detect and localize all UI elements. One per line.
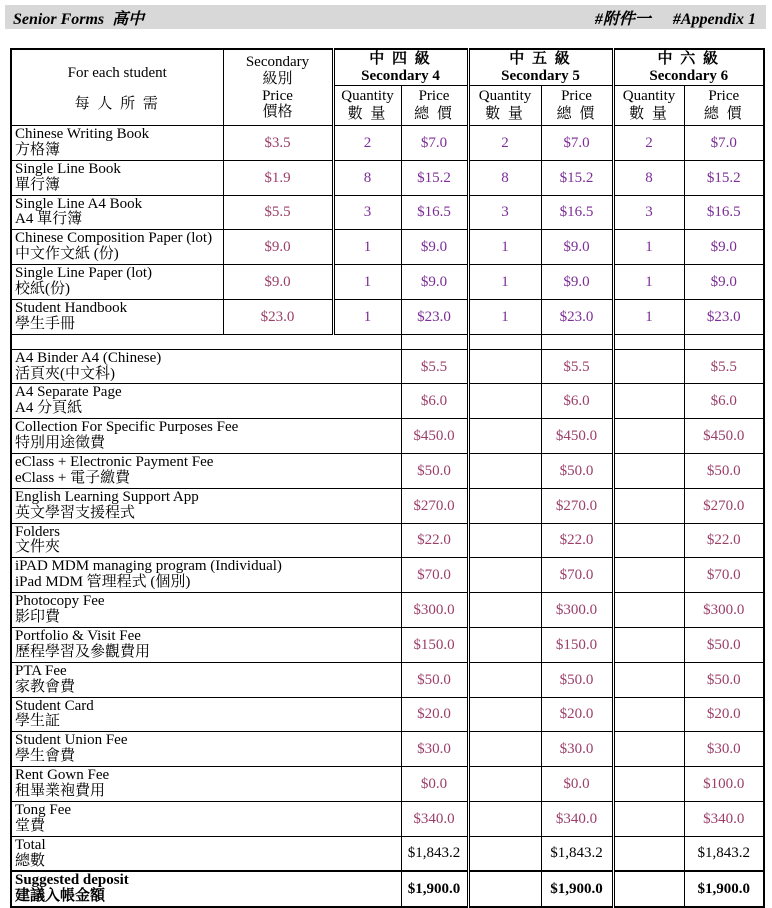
grade-header-secondary-6 [613,49,764,86]
item-name-cell [11,160,223,195]
item-name-cell [11,454,401,489]
s6-quantity-cell: 3 [613,195,684,230]
table-row [11,662,764,697]
s6-price-cell: $15.2 [684,160,764,195]
appendix-tag-en: #Appendix 1 [672,10,756,28]
item-name-zh: 活頁夾(中文科) [15,365,115,382]
unit-price-cell: $23.0 [223,299,333,334]
s5-quantity-cell [468,384,541,419]
grade-header-zh: 中 四 級 [369,51,432,67]
s5-quantity-cell: 1 [468,230,541,265]
item-name-zh: A4 分頁紙 [15,400,83,417]
item-name-zh: 歷程學習及參觀費用 [15,643,151,660]
item-name-en: Folders [15,523,60,540]
s6-price-cell: $30.0 [684,732,764,767]
s5-quantity-cell [468,349,541,384]
s6-quantity-cell [613,836,684,871]
item-column-header-zh: 每 人 所 需 [74,95,160,112]
s5-price-cell: $270.0 [541,488,613,523]
s6-price-cell: $7.0 [684,126,764,161]
item-name-cell [11,593,401,628]
spacer-cell [541,334,613,349]
secondary-header-line: Price [262,87,293,104]
s6-quantity-cell [613,454,684,489]
item-name-en: A4 Separate Page [15,384,122,401]
item-name-zh: 家教會費 [15,678,76,695]
secondary-header-line: 價格 [262,104,293,121]
item-name-zh: 學生手冊 [15,315,76,332]
item-name-zh: 學生証 [15,713,61,730]
s5-price-cell: $23.0 [541,299,613,334]
document-page [0,5,772,905]
s6-price-cell: $300.0 [684,593,764,628]
s5-price-cell: $9.0 [541,265,613,300]
spacer-cell [11,334,401,349]
s4-price-cell: $7.0 [401,126,468,161]
s5-quantity-cell [468,871,541,907]
price-header-en: Price [561,88,592,105]
s5-quantity-cell [468,697,541,732]
item-column-header [11,49,223,126]
table-row [11,195,764,230]
grade-header-secondary-4 [333,49,468,86]
s5-price-cell: $16.5 [541,195,613,230]
item-name-zh: 中文作文紙 (份) [15,246,119,263]
s6-quantity-cell [613,349,684,384]
appendix-tag-zh: #附件一 [594,10,651,28]
item-name-cell [11,558,401,593]
s4-quantity-cell: 8 [333,160,401,195]
item-column-header-en: For each student [67,65,167,82]
s6-price-cell: $20.0 [684,697,764,732]
s5-price-cell: $0.0 [541,767,613,802]
s5-price-cell: $6.0 [541,384,613,419]
item-name-cell [11,627,401,662]
item-name-en: iPAD MDM managing program (Individual) [15,558,282,575]
item-name-cell [11,299,223,334]
s4-price-cell: $16.5 [401,195,468,230]
price-header-en: Price [708,88,740,105]
item-name-zh: 方格簿 [15,141,61,158]
table-row [11,265,764,300]
unit-price-cell: $1.9 [223,160,333,195]
s6-quantity-cell [613,558,684,593]
s6-price-cell: $23.0 [684,299,764,334]
item-name-zh: iPad MDM 管理程式 (個別) [15,574,191,591]
s4-price-cell: $1,900.0 [401,871,468,907]
item-name-en: Rent Gown Fee [15,767,110,784]
item-name-zh: 英文學習支援程式 [15,504,136,521]
item-name-zh: 總數 [15,852,46,869]
item-name-en: Single Line A4 Book [15,195,143,212]
spacer-cell [401,334,468,349]
s6-price-cell: $100.0 [684,767,764,802]
unit-price-cell: $9.0 [223,265,333,300]
quantity-header-zh: 數 量 [629,105,669,122]
s5-price-cell: $5.5 [541,349,613,384]
s5-quantity-header [468,86,541,126]
s6-price-cell: $270.0 [684,488,764,523]
item-name-zh: 校紙(份) [15,281,70,298]
s6-quantity-cell [613,419,684,454]
item-name-en: Tong Fee [15,801,72,818]
grade-header-en: Secondary 5 [501,67,580,84]
s5-quantity-cell [468,488,541,523]
spacer-cell [613,334,684,349]
s5-quantity-cell [468,662,541,697]
item-name-en: Single Line Book [15,160,121,177]
table-row [11,454,764,489]
s4-quantity-cell: 1 [333,230,401,265]
s5-price-cell: $150.0 [541,627,613,662]
item-name-en: Portfolio & Visit Fee [15,627,141,644]
item-name-en: eClass + Electronic Payment Fee [15,454,214,471]
table-header-row-top [11,49,764,86]
s4-price-cell: $150.0 [401,627,468,662]
price-header-zh: 總 價 [703,105,744,122]
price-header-en: Price [418,88,450,105]
item-name-zh: 特別用途徵費 [15,435,106,452]
s6-quantity-cell: 1 [613,265,684,300]
s4-price-cell: $6.0 [401,384,468,419]
banner-title [13,6,144,29]
s6-quantity-cell [613,488,684,523]
item-name-en: English Learning Support App [15,488,199,505]
item-name-cell [11,488,401,523]
s6-quantity-cell: 8 [613,160,684,195]
table-row [11,697,764,732]
item-name-en: Student Handbook [15,299,128,316]
s6-price-cell: $50.0 [684,662,764,697]
s5-quantity-cell [468,523,541,558]
table-row [11,126,764,161]
s5-quantity-cell: 3 [468,195,541,230]
banner-title-en: Senior Forms [13,10,105,28]
item-name-en: PTA Fee [15,662,67,679]
item-name-cell [11,349,401,384]
s5-quantity-cell: 1 [468,299,541,334]
s4-price-cell: $20.0 [401,697,468,732]
table-row [11,767,764,802]
s4-price-cell: $9.0 [401,265,468,300]
s4-price-cell: $5.5 [401,349,468,384]
s6-quantity-header [613,86,684,126]
s4-quantity-cell: 2 [333,126,401,161]
table-row [11,836,764,871]
item-name-zh: A4 單行簿 [15,211,83,228]
s5-price-header [541,86,613,126]
s6-quantity-cell [613,871,684,907]
s4-price-cell: $1,843.2 [401,836,468,871]
s5-price-cell: $50.0 [541,454,613,489]
s5-price-cell: $450.0 [541,419,613,454]
item-name-cell [11,419,401,454]
item-name-zh: 單行簿 [15,176,61,193]
item-name-en: Single Line Paper (lot) [15,265,153,282]
table-row [11,732,764,767]
s5-price-cell: $1,900.0 [541,871,613,907]
s6-price-cell: $450.0 [684,419,764,454]
s4-quantity-header [333,86,401,126]
grade-header-secondary-5 [468,49,613,86]
s5-quantity-cell [468,801,541,836]
s4-price-cell: $9.0 [401,230,468,265]
page-banner [5,5,766,29]
s5-price-cell: $340.0 [541,801,613,836]
s4-price-cell: $450.0 [401,419,468,454]
spacer-cell [684,334,764,349]
item-name-cell [11,126,223,161]
s6-quantity-cell: 1 [613,299,684,334]
item-name-cell [11,871,401,907]
s5-quantity-cell: 8 [468,160,541,195]
s6-quantity-cell [613,732,684,767]
s5-price-cell: $70.0 [541,558,613,593]
banner-appendix-tag [595,6,756,29]
item-name-cell [11,767,401,802]
item-name-cell [11,697,401,732]
s6-quantity-cell [613,593,684,628]
item-name-en: A4 Binder A4 (Chinese) [15,349,162,366]
s5-price-cell: $1,843.2 [541,836,613,871]
item-name-cell [11,523,401,558]
table-row [11,384,764,419]
item-name-zh: 租畢業袍費用 [15,782,106,799]
table-row [11,160,764,195]
item-name-en: Collection For Specific Purposes Fee [15,419,239,436]
s5-price-cell: $20.0 [541,697,613,732]
s4-price-cell: $22.0 [401,523,468,558]
item-name-zh: 文件夾 [15,539,61,556]
item-name-en: Suggested deposit [15,872,129,889]
table-row [11,230,764,265]
s6-price-cell: $1,900.0 [684,871,764,907]
item-name-cell [11,230,223,265]
unit-price-cell: $5.5 [223,195,333,230]
s6-price-cell: $70.0 [684,558,764,593]
price-header-zh: 總 價 [556,105,597,122]
s6-price-header [684,86,764,126]
price-header-zh: 總 價 [414,105,454,122]
secondary-price-column-header [223,49,333,126]
table-row [11,871,764,907]
item-name-en: Student Card [15,697,94,714]
s4-price-cell: $340.0 [401,801,468,836]
s5-quantity-cell [468,454,541,489]
banner-title-zh: 高中 [112,10,145,28]
s5-price-cell: $50.0 [541,662,613,697]
spacer-cell [468,334,541,349]
quantity-header-en: Quantity [478,88,532,105]
s6-quantity-cell: 1 [613,230,684,265]
s6-quantity-cell [613,627,684,662]
item-name-cell [11,384,401,419]
item-name-cell [11,836,401,871]
s4-price-header [401,86,468,126]
s4-price-cell: $70.0 [401,558,468,593]
item-name-zh: 堂費 [15,817,46,834]
s6-price-cell: $50.0 [684,454,764,489]
item-name-cell [11,195,223,230]
s6-quantity-cell [613,662,684,697]
s4-price-cell: $23.0 [401,299,468,334]
item-name-en: Chinese Composition Paper (lot) [15,230,213,247]
s6-price-cell: $50.0 [684,627,764,662]
s6-quantity-cell [613,801,684,836]
s5-quantity-cell: 2 [468,126,541,161]
s6-price-cell: $6.0 [684,384,764,419]
s6-price-cell: $9.0 [684,265,764,300]
s4-price-cell: $15.2 [401,160,468,195]
grade-header-zh: 中 五 級 [509,51,572,67]
grade-header-en: Secondary 4 [361,67,440,84]
s5-quantity-cell [468,732,541,767]
s5-price-cell: $30.0 [541,732,613,767]
table-row [11,627,764,662]
item-name-cell [11,801,401,836]
s6-quantity-cell: 2 [613,126,684,161]
item-name-zh: 影印費 [15,609,61,626]
s6-price-cell: $340.0 [684,801,764,836]
quantity-header-zh: 數 量 [347,105,388,122]
s6-quantity-cell [613,384,684,419]
table-row [11,801,764,836]
s6-quantity-cell [613,767,684,802]
item-name-zh: 建議入帳金額 [15,888,106,905]
s5-quantity-cell [468,627,541,662]
s6-quantity-cell [613,697,684,732]
s5-quantity-cell [468,558,541,593]
s5-price-cell: $300.0 [541,593,613,628]
unit-price-cell: $9.0 [223,230,333,265]
table-row [11,488,764,523]
item-name-en: Chinese Writing Book [15,126,150,142]
s4-price-cell: $50.0 [401,454,468,489]
s6-price-cell: $16.5 [684,195,764,230]
s4-price-cell: $270.0 [401,488,468,523]
s5-price-cell: $22.0 [541,523,613,558]
s4-quantity-cell: 1 [333,265,401,300]
item-name-cell [11,732,401,767]
s4-price-cell: $0.0 [401,767,468,802]
item-name-cell [11,662,401,697]
table-row [11,349,764,384]
table-row [11,593,764,628]
s5-quantity-cell [468,419,541,454]
s4-price-cell: $50.0 [401,662,468,697]
s4-price-cell: $30.0 [401,732,468,767]
table-row [11,419,764,454]
table-row [11,299,764,334]
s5-quantity-cell: 1 [468,265,541,300]
s5-price-cell: $9.0 [541,230,613,265]
s5-quantity-cell [468,593,541,628]
secondary-header-line: 級別 [262,70,293,87]
unit-price-cell: $3.5 [223,126,333,161]
table-row [11,523,764,558]
item-name-en: Student Union Fee [15,732,128,749]
s6-price-cell: $5.5 [684,349,764,384]
s4-quantity-cell: 1 [333,299,401,334]
s6-price-cell: $1,843.2 [684,836,764,871]
s4-quantity-cell: 3 [333,195,401,230]
item-name-en: Photocopy Fee [15,593,105,610]
item-name-zh: 學生會費 [15,748,76,765]
s6-price-cell: $9.0 [684,230,764,265]
s5-quantity-cell [468,836,541,871]
s6-price-cell: $22.0 [684,523,764,558]
grade-header-en: Secondary 6 [649,67,729,84]
s5-price-cell: $7.0 [541,126,613,161]
quantity-header-zh: 數 量 [485,105,525,122]
quantity-header-en: Quantity [622,88,676,105]
s5-quantity-cell [468,767,541,802]
secondary-header-line: Secondary [245,53,310,70]
s4-price-cell: $300.0 [401,593,468,628]
item-name-en: Total [15,836,46,853]
s5-price-cell: $15.2 [541,160,613,195]
item-name-cell [11,265,223,300]
section-spacer-row [11,334,764,349]
s6-quantity-cell [613,523,684,558]
grade-header-zh: 中 六 級 [657,51,720,67]
fees-table [10,48,765,908]
table-row [11,558,764,593]
quantity-header-en: Quantity [341,88,394,105]
item-name-zh: eClass + 電子繳費 [15,469,131,486]
